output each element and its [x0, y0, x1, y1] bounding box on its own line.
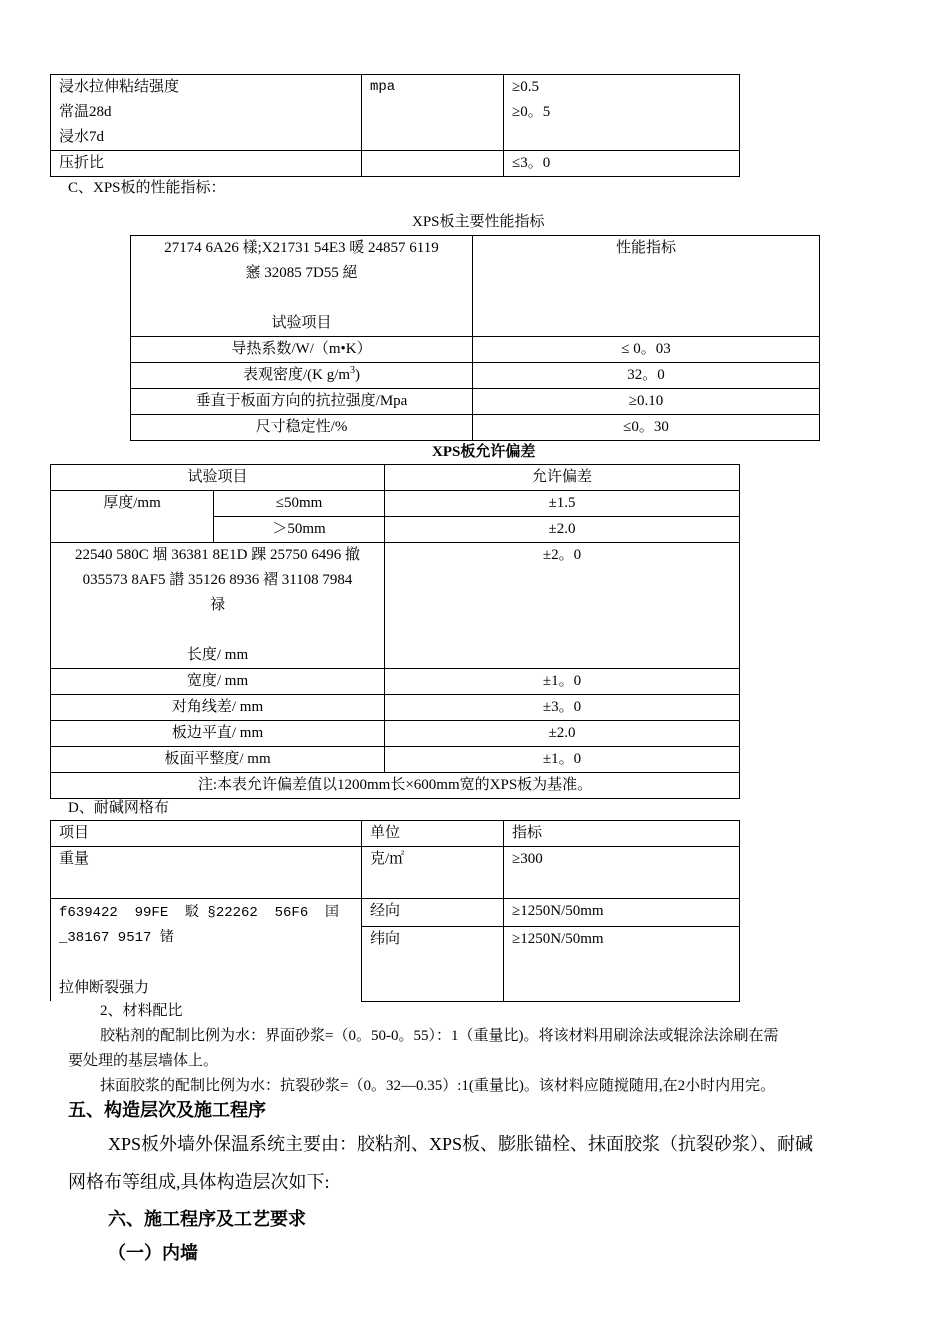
item-cell: 板面平整度/ mm [51, 747, 385, 773]
paragraph-line: XPS板外墙外保温系统主要由：胶粘剂、XPS板、膨胀锚栓、抹面胶浆（抗裂砂浆）、耐碱 [108, 1134, 814, 1154]
header-cell: 单位 [362, 821, 504, 847]
paragraph-line: 网格布等组成,具体构造层次如下: [68, 1172, 330, 1192]
value-cell: ≤ 0。03 [473, 337, 820, 363]
table-xps-tolerance [50, 464, 740, 799]
length-item-cell [51, 543, 385, 669]
tensile-line: 拉伸断裂强力 [59, 980, 150, 996]
item-line: 浸水拉伸粘结强度 [59, 79, 180, 95]
tensile-line: _38167 9517 锗 [59, 930, 174, 946]
table-row [51, 847, 740, 899]
header-item-cell: 试验项目 [51, 465, 385, 491]
section-c-heading: C、XPS板的性能指标： [68, 180, 226, 196]
value-cell: ≤3。0 [504, 151, 740, 177]
table-row [131, 236, 820, 337]
table-row [51, 899, 740, 927]
table-row [51, 669, 740, 695]
paragraph-line: 要处理的基层墙体上。 [68, 1053, 219, 1069]
item-cell: 尺寸稳定性/% [131, 415, 473, 441]
item-line: 浸水7d [59, 129, 105, 145]
section-2-heading: 2、材料配比 [100, 1003, 183, 1019]
value-cell: ±2。0 [385, 543, 740, 669]
item-cell: 板边平直/ mm [51, 721, 385, 747]
table-row [51, 821, 740, 847]
table-row [51, 491, 740, 517]
range-cell: ＞50mm [214, 517, 385, 543]
unit-cell [362, 151, 504, 177]
tensile-item-cell [51, 899, 362, 1002]
value-cell: ±2.0 [385, 517, 740, 543]
range-cell: ≤50mm [214, 491, 385, 517]
value-line: ≥0.5 [512, 79, 539, 95]
length-line: 禄 [210, 597, 226, 613]
value-cell: ±1。0 [385, 669, 740, 695]
tensile-line: f639422 99FE 駁 §22262 56F6 囯 [59, 905, 340, 921]
value-cell: ±3。0 [385, 695, 740, 721]
table-row [51, 721, 740, 747]
header-item-cell [131, 236, 473, 337]
value-cell [504, 75, 740, 151]
unit-cell: 纬向 [362, 926, 504, 1001]
table-row [51, 747, 740, 773]
item-cell: 导热系数/W/（m•K） [131, 337, 473, 363]
tensile-line [59, 951, 353, 976]
value-cell: ≥1250N/50mm [504, 926, 740, 1001]
table-mortar-strength [50, 74, 740, 177]
table-row [131, 363, 820, 389]
value-line: ≥0。5 [512, 104, 551, 120]
item-cell: 压折比 [51, 151, 362, 177]
header-line: 27174 6A26 樣;X21731 54E3 喛 24857 6119 [164, 240, 439, 256]
unit-cell: 经向 [362, 899, 504, 927]
table3-caption: XPS板允许偏差 [432, 444, 536, 460]
item-cell: 对角线差/ mm [51, 695, 385, 721]
length-line [59, 618, 376, 643]
unit-cell: 克/㎡ [362, 847, 504, 899]
header-line: 窸 32085 7D55 絕 [245, 265, 358, 281]
header-cell: 指标 [504, 821, 740, 847]
paragraph-line: 胶粘剂的配制比例为水：界面砂浆=（0。50-0。55）：1（重量比)。将该材料用刷涂法或辊涂法涂刷在需 [100, 1028, 779, 1044]
table-row [51, 543, 740, 669]
table-mesh-fabric [50, 820, 740, 1002]
value-cell: ≥300 [504, 847, 740, 899]
table-row [131, 389, 820, 415]
item-cell: 重量 [51, 847, 362, 899]
section-d-heading: D、耐碱网格布 [68, 800, 169, 816]
thickness-label-cell: 厚度/mm [51, 491, 214, 543]
unit-cell: mpa [362, 75, 504, 151]
value-cell: ≥1250N/50mm [504, 899, 740, 927]
value-cell: ±1。0 [385, 747, 740, 773]
table-cell [51, 75, 362, 151]
table-row [51, 75, 740, 151]
note-cell: 注:本表允许偏差值以1200mm长×600mm宽的XPS板为基准。 [51, 773, 740, 799]
header-value-cell: 性能指标 [473, 236, 820, 337]
length-line: 035573 8AF5 譛 35126 8936 褶 31108 7984 [82, 572, 353, 588]
table-row [51, 695, 740, 721]
table-row [51, 151, 740, 177]
header-line [139, 286, 464, 311]
header-cell: 项目 [51, 821, 362, 847]
value-cell: ≤0。30 [473, 415, 820, 441]
value-cell: ≥0.10 [473, 389, 820, 415]
value-cell: ±2.0 [385, 721, 740, 747]
table-row [51, 773, 740, 799]
table2-caption: XPS板主要性能指标 [412, 214, 545, 230]
length-line: 长度/ mm [186, 647, 249, 663]
length-line: 22540 580C 堌 36381 8E1D 踝 25750 6496 撤 [75, 547, 361, 563]
table-xps-performance [130, 235, 820, 441]
item-cell: 垂直于板面方向的抗拉强度/Mpa [131, 389, 473, 415]
paragraph-line: 抹面胶浆的配制比例为水：抗裂砂浆=（0。32—0.35）:1(重量比)。该材料应随搅随用,在2小时内用完。 [100, 1078, 776, 1094]
header-line: 试验项目 [271, 315, 332, 331]
value-cell: ±1.5 [385, 491, 740, 517]
value-cell: 32。0 [473, 363, 820, 389]
item-cell: 表观密度/(K $g/m^3$) [131, 363, 473, 389]
header-value-cell: 允许偏差 [385, 465, 740, 491]
heading-subsection-1: （一）内墙 [108, 1243, 198, 1263]
heading-section-6: 六、施工程序及工艺要求 [108, 1209, 306, 1229]
heading-section-5: 五、构造层次及施工程序 [68, 1100, 266, 1120]
table-row [51, 465, 740, 491]
item-line: 常温28d [59, 104, 112, 120]
table-row [131, 415, 820, 441]
table-row [131, 337, 820, 363]
item-cell: 宽度/ mm [51, 669, 385, 695]
